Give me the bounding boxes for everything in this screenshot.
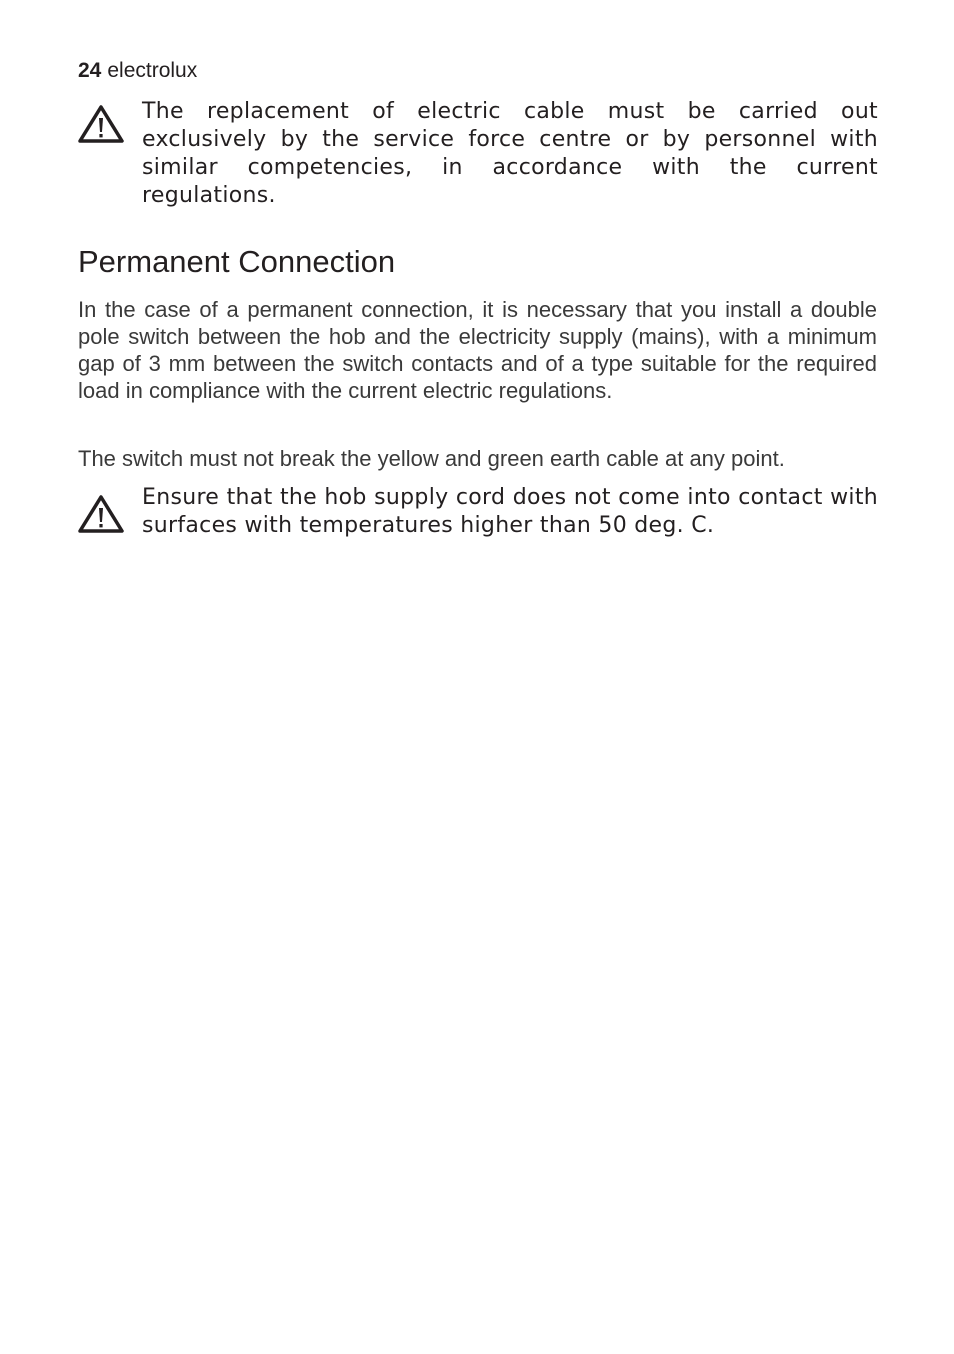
warning-triangle-icon (78, 104, 124, 144)
paragraph-earth-cable: The switch must not break the yellow and green earth cable at any point. (78, 446, 785, 471)
section-title: Permanent Connection (78, 244, 396, 279)
paragraph-permanent-connection: In the case of a permanent connection, it is necessary that you install a double pole switch between the hob and the electricity supply (mains), with a minimum gap of 3 mm between the switch contacts and of a type suitable for the required load in compliance with the current electric regulations. (78, 297, 877, 403)
warning-text: The replacement of electric cable must be carried out exclusively by the service force centre or by personnel with similar competencies, in accordance with the current regulations. (142, 99, 878, 208)
warning-text: Ensure that the hob supply cord does not come into contact with surfaces with temperatures higher than 50 deg. C. (142, 485, 878, 538)
warning-replacement-cable (78, 98, 878, 210)
page-number: 24 (78, 59, 102, 82)
warning-triangle-icon (78, 494, 124, 534)
warning-supply-cord (78, 484, 878, 540)
brand-name: electrolux (107, 59, 198, 82)
page-header (78, 58, 197, 84)
